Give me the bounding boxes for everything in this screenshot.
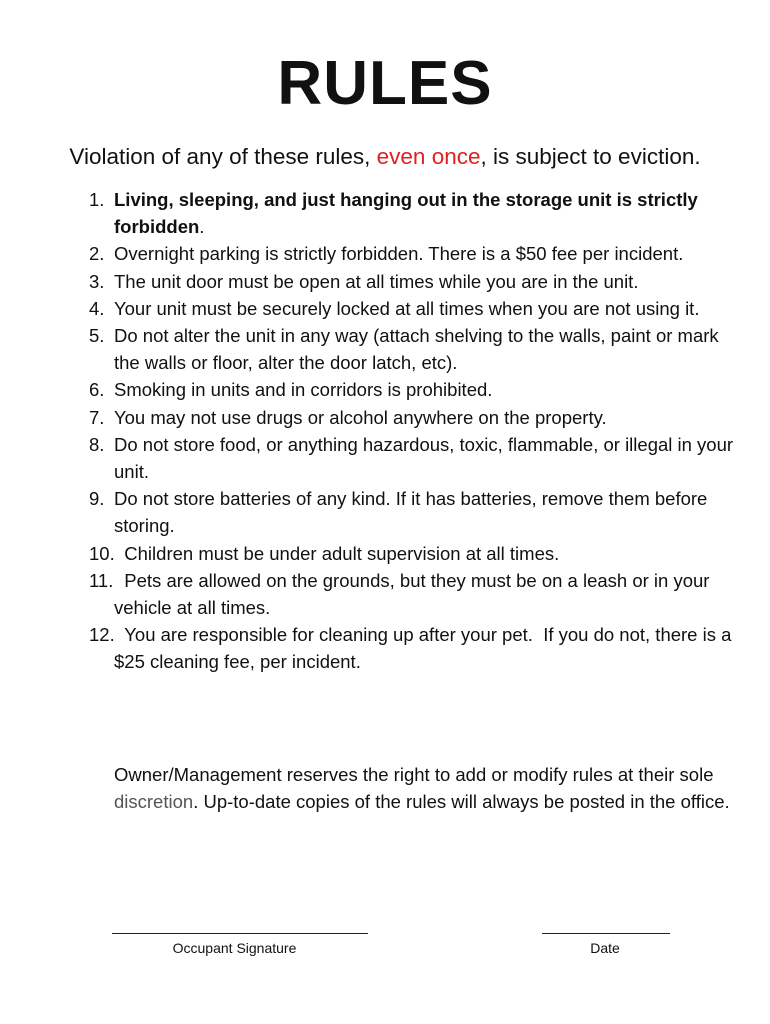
note-text-2: . Up-to-date copies of the rules will always be posted in the office. <box>193 791 730 813</box>
rule-number: 11. <box>89 569 114 591</box>
rule-text: Overnight parking is strictly forbidden. There is a $50 fee per incident. <box>114 243 684 265</box>
rule-text: You are responsible for cleaning up after your pet. If you do not, there is a $25 cleaning fee, per incident. <box>114 624 737 673</box>
occupant-signature-line <box>112 933 368 934</box>
rule-item <box>89 240 739 267</box>
management-note <box>114 761 734 815</box>
rule-text: Do not store food, or anything hazardous, toxic, flammable, or illegal in your unit. <box>114 433 734 483</box>
rule-number: 6. <box>89 379 105 401</box>
rule-text: You may not use drugs or alcohol anywhere on the property. <box>114 406 607 428</box>
rule-item <box>89 404 739 431</box>
rule-text: The unit door must be open at all times while you are in the unit. <box>114 270 639 292</box>
rule-number: 9. <box>89 488 105 510</box>
rule-text: Children must be under adult supervision at all times. <box>114 542 560 564</box>
rule-number: 8. <box>89 433 105 455</box>
note-text-muted: discretion <box>114 791 194 813</box>
rule-number: 10. <box>89 542 115 564</box>
eviction-warning <box>0 144 770 170</box>
rule-text: Pets are allowed on the grounds, but they must be on a leash or in your vehicle at all times. <box>114 569 715 619</box>
rule-text: Living, sleeping, and just hanging out in the storage unit is strictly forbidden <box>114 189 698 238</box>
rule-number: 3. <box>89 270 105 292</box>
rule-number: 12. <box>89 624 115 646</box>
rule-text: Your unit must be securely locked at all times when you are not using it. <box>114 297 700 319</box>
rule-text: Do not store batteries of any kind. If it has batteries, remove them before storing. <box>114 488 708 537</box>
date-label: Date <box>590 940 620 956</box>
rule-number: 1. <box>89 189 105 210</box>
rule-text: Do not alter the unit in any way (attach shelving to the walls, paint or mark the walls or floor, alter the door latch, etc). <box>114 325 719 374</box>
rule-number: 5. <box>89 325 105 347</box>
warning-highlight: even once <box>376 144 481 169</box>
rule-item <box>89 567 739 621</box>
rule-item <box>89 485 739 539</box>
rule-number: 2. <box>89 243 105 265</box>
rule-item <box>89 268 739 295</box>
rules-list <box>89 186 739 676</box>
rule-number: 4. <box>89 297 105 319</box>
date-line <box>542 933 670 934</box>
warning-text-before: Violation of any of these rules, <box>69 144 377 169</box>
rule-item <box>89 322 739 376</box>
rule-item <box>89 540 739 567</box>
rule-text-suffix: . <box>199 216 205 238</box>
rule-item <box>89 431 739 485</box>
page-title: RULES <box>277 49 493 118</box>
rule-item <box>89 376 739 403</box>
rule-item <box>89 186 739 240</box>
occupant-signature-label: Occupant Signature <box>172 940 297 956</box>
rule-item <box>89 295 739 322</box>
note-text-1: Owner/Management reserves the right to add or modify rules at their sole <box>114 764 714 785</box>
rule-text: Smoking in units and in corridors is prohibited. <box>114 379 493 401</box>
rule-number: 7. <box>89 406 105 428</box>
warning-text-after: , is subject to eviction. <box>480 144 701 169</box>
rule-item <box>89 621 739 675</box>
